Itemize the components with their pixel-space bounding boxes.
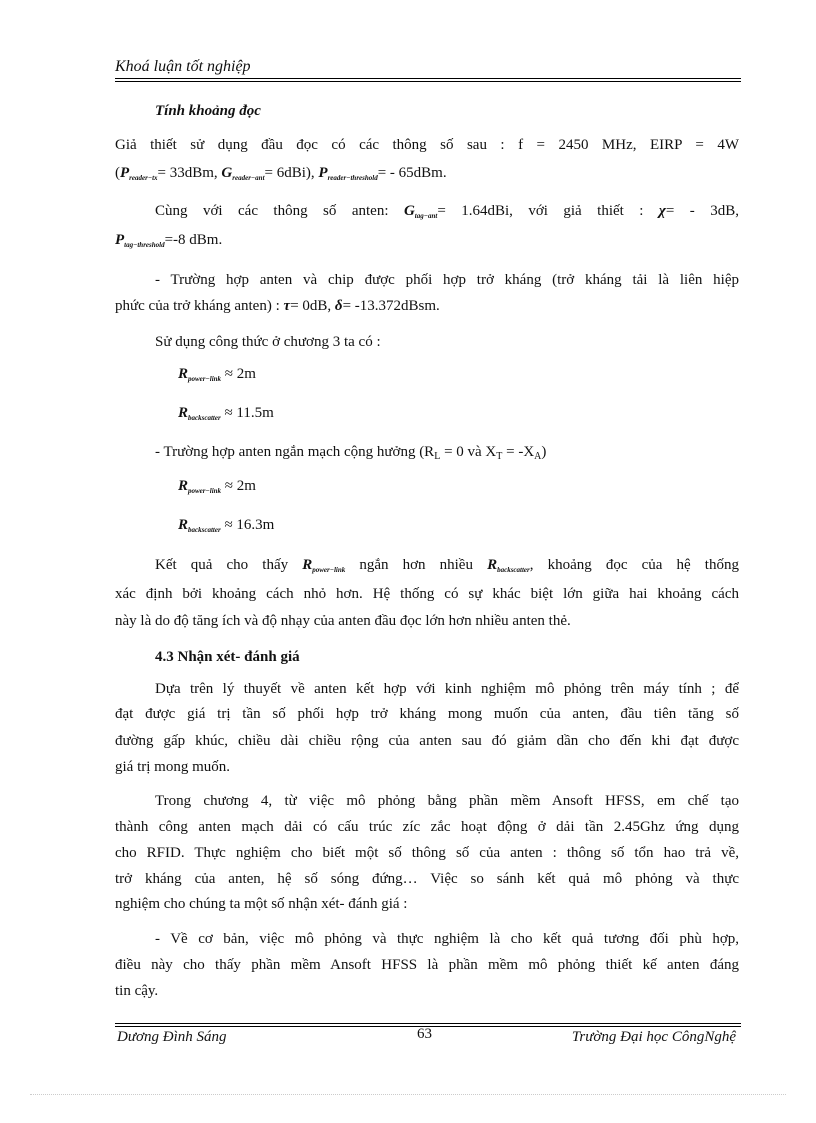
paragraph-line: trở kháng của anten, hệ số sóng đứng… Việc so sánh kết quả mô phỏng và thực — [115, 871, 739, 887]
paragraph-line: ($P_{reader-tx}= 33dBm$, $G_{reader-ant}= 6dBi$), $P_{reader-threshold}= - 65dBm$. — [115, 165, 447, 182]
section-heading: 4.3 Nhận xét- đánh giá — [155, 649, 300, 665]
footer-author: Dương Đình Sáng — [117, 1029, 227, 1045]
paragraph-line: tin cậy. — [115, 983, 159, 999]
paragraph-line: đạt được giá trị tần số phối hợp trở kháng mong muốn của anten, đầu tiên tăng số — [115, 706, 739, 722]
paragraph-line: Cùng với các thông số anten: $G_{tag-ant}= 1.64dBi$, với giả thiết : χ= - 3dB, — [155, 203, 739, 220]
paragraph-line: xác định bởi khoảng cách nhỏ hơn. Hệ thống có sự khác biệt lớn giữa hai khoảng cách — [115, 586, 739, 602]
equation-power-link: $R_{power-link} \approx 2m$ — [178, 478, 256, 495]
equation-backscatter: $R_{backscatter} \approx 11.5m$ — [178, 405, 274, 422]
page-number: 63 — [417, 1026, 432, 1042]
paragraph-line: phức của trở kháng anten) : τ= 0dB, δ= -13.372dBsm. — [115, 298, 440, 314]
paragraph-line: Giả thiết sử dụng đầu đọc có các thông số sau : f = 2450 MHz, EIRP = 4W — [115, 137, 739, 153]
paragraph-line: Kết quả cho thấy $R_{power-link}$ ngắn hơn nhiều $R_{backscatter}$, khoảng đọc của hệ thống — [155, 557, 739, 574]
paragraph-line: này là do độ tăng ích và độ nhạy của anten đầu đọc lớn hơn nhiều anten thẻ. — [115, 613, 571, 629]
equation-backscatter: $R_{backscatter} \approx 16.3m$ — [178, 517, 275, 534]
header-title: Khoá luận tốt nghiệp — [115, 58, 251, 75]
paragraph-line: nghiệm cho chúng ta một số nhận xét- đánh giá : — [115, 896, 408, 912]
formula-intro: Sử dụng công thức ở chương 3 ta có : — [155, 334, 381, 350]
paragraph-line: Dựa trên lý thuyết về anten kết hợp với kinh nghiệm mô phỏng trên máy tính ; để — [155, 681, 739, 697]
page-bottom-divider — [30, 1094, 786, 1095]
paragraph-line: đường gấp khúc, chiều dài chiều rộng của anten sau đó giảm dần cho đến khi đạt được — [115, 733, 739, 749]
paragraph-line: giá trị mong muốn. — [115, 759, 230, 775]
paragraph-line: - Về cơ bản, việc mô phỏng và thực nghiệm là cho kết quả tương đối phù hợp, — [155, 931, 739, 947]
paragraph-line: - Trường hợp anten và chip được phối hợp trở kháng (trở kháng tải là liên hiệp — [155, 272, 739, 288]
section-title: Tính khoảng đọc — [155, 103, 261, 119]
footer-rule-thick — [115, 1023, 741, 1024]
header-rule-thick — [115, 81, 741, 82]
paragraph-line: cho RFID. Thực nghiệm cho biết một số thông số của anten : thông số tổn hao trả về, — [115, 845, 739, 861]
paragraph-line: Trong chương 4, từ việc mô phỏng bằng phần mềm Ansoft HFSS, em chế tạo — [155, 793, 739, 809]
paragraph-line: thành công anten mạch dải có cấu trúc zíc zắc hoạt động ở dải tần 2.45Ghz ứng dụng — [115, 819, 739, 835]
paragraph-line: - Trường hợp anten ngắn mạch cộng hưởng ($R_L = 0$ và $X_T = -X_A$) — [155, 444, 547, 462]
equation-power-link: $R_{power-link} \approx 2m$ — [178, 366, 256, 383]
header-rule — [115, 78, 741, 79]
paragraph-line: $P_{tag-threshold}=-8$ dBm. — [115, 232, 223, 249]
footer-school: Trường Đại học CôngNghệ — [571, 1029, 736, 1045]
paragraph-line: điều này cho thấy phần mềm Ansoft HFSS là phần mềm mô phỏng thiết kế anten đáng — [115, 957, 739, 973]
